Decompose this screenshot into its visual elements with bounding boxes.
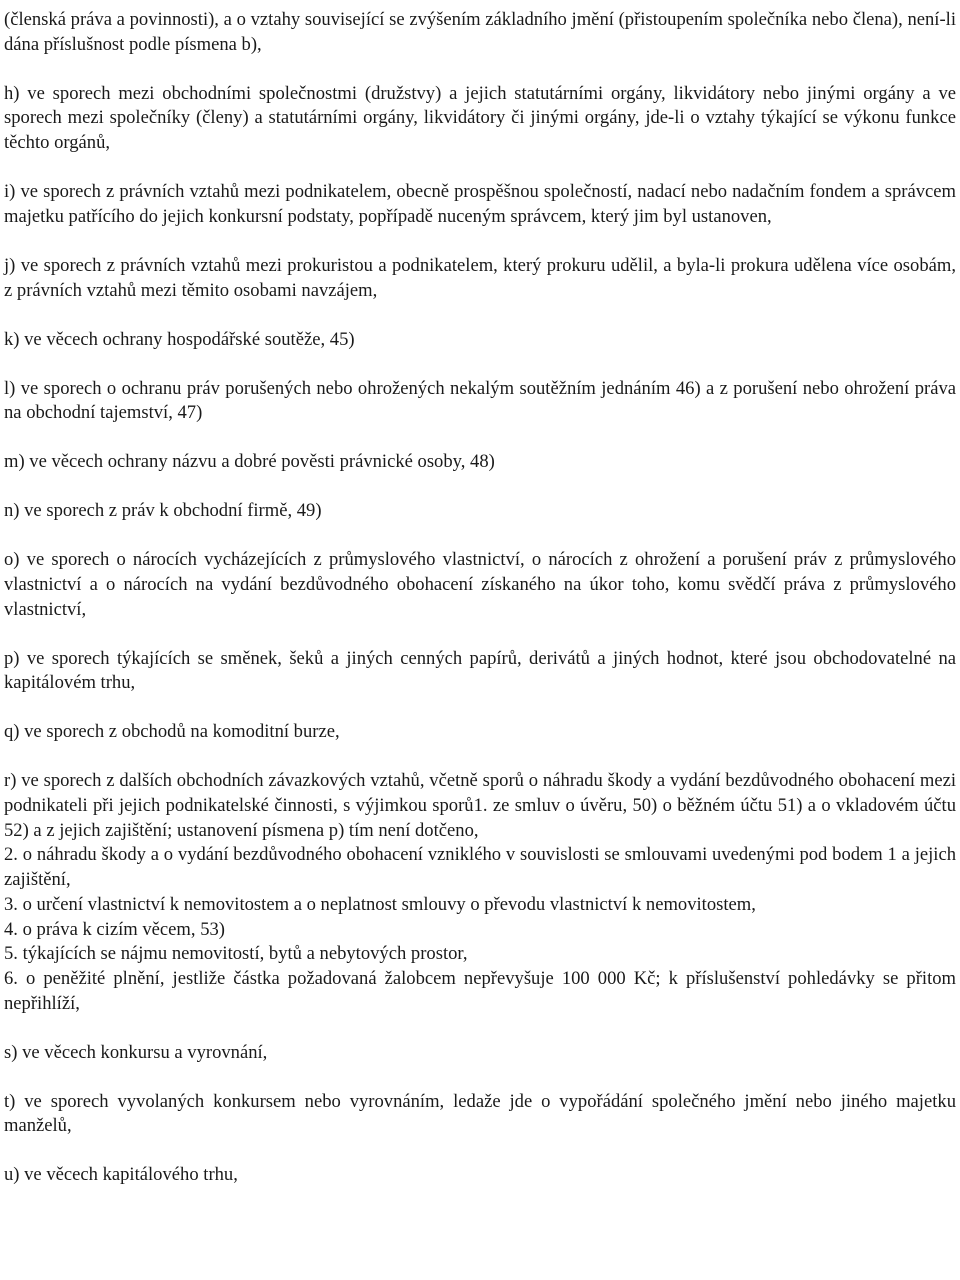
paragraph-i: i) ve sporech z právních vztahů mezi podnikatelem, obecně prospěšnou společností, nadací nebo nadačním fondem a správcem majetku patřícího do jejich konkursní podstaty, popřípadě nuceným správcem, který jim byl ustanoven,: [4, 181, 956, 227]
paragraph-k: k) ve věcech ochrany hospodářské soutěže, 45): [4, 328, 355, 350]
paragraph-j: j) ve sporech z právních vztahů mezi prokuristou a podnikatelem, který prokuru udělil, a byla-li prokura udělena více osobám, z právních vztahů mezi těmito osobami navzájem,: [4, 254, 956, 301]
paragraph-o: o) ve sporech o nárocích vycházejících z průmyslového vlastnictví, o nárocích z ohrožení a porušení práv z průmyslového vlastnictví a o nárocích na vydání bezdůvodného obohacení získaného na úkor toho, komu svědčí práva z průmyslového vlastnictví,: [4, 549, 956, 620]
paragraph-s: s) ve věcech konkursu a vyrovnání,: [4, 1041, 268, 1063]
paragraph-m: m) ve věcech ochrany názvu a dobré pověsti právnické osoby, 48): [4, 451, 495, 473]
document-page: [4, 8, 956, 1188]
paragraph-r-item-3: 3. o určení vlastnictví k nemovitostem a o neplatnost smlouvy o převodu vlastnictví k nemovitostem,: [4, 893, 756, 915]
paragraph-r-item-2: 2. o náhradu škody a o vydání bezdůvodného obohacení vzniklého v souvislosti se smlouvami uvedenými pod bodem 1 a jejich zajištění,: [4, 844, 956, 891]
paragraph-continuation: (členská práva a povinnosti), a o vztahy související se zvýšením základního jmění (přistoupením společníka nebo člena), není-li dána příslušnost podle písmena b),: [4, 9, 956, 55]
paragraph-r-item-6: 6. o peněžité plnění, jestliže částka požadovaná žalobcem nepřevyšuje 100 000 Kč; k příslušenství pohledávky se přitom nepřihlíží,: [4, 967, 956, 1014]
paragraph-r: r) ve sporech z dalších obchodních závazkových vztahů, včetně sporů o náhradu škody a vydání bezdůvodného obohacení mezi podnikateli při jejich podnikatelské činnosti, s výjimkou sporů1. ze smluv o úvěru, 50) o běžném účtu 51) a o vkladovém účtu 52) a z jejich zajištění; ustanovení písmena p) tím není dotčeno,: [4, 770, 956, 841]
paragraph-u: u) ve věcech kapitálového trhu,: [4, 1164, 238, 1186]
paragraph-p: p) ve sporech týkajících se směnek, šeků a jiných cenných papírů, derivátů a jiných hodnot, které jsou obchodovatelné na kapitálovém trhu,: [4, 647, 956, 694]
paragraph-r-item-4: 4. o práva k cizím věcem, 53): [4, 918, 225, 940]
paragraph-h: h) ve sporech mezi obchodními společnostmi (družstvy) a jejich statutárními orgány, likvidátory nebo jinými orgány a ve sporech mezi společníky (členy) a statutárními orgány, likvidátory či jinými orgány, jde-li o vztahy týkající se výkonu funkce těchto orgánů,: [4, 82, 956, 154]
paragraph-q: q) ve sporech z obchodů na komoditní burze,: [4, 721, 340, 743]
paragraph-t: t) ve sporech vyvolaných konkursem nebo vyrovnáním, ledaže jde o vypořádání společného jmění nebo jiného majetku manželů,: [4, 1090, 956, 1137]
paragraph-r-item-5: 5. týkajících se nájmu nemovitostí, bytů a nebytových prostor,: [4, 943, 468, 965]
paragraph-l: l) ve sporech o ochranu práv porušených nebo ohrožených nekalým soutěžním jednáním 46) a z porušení nebo ohrožení práva na obchodní tajemství, 47): [4, 377, 956, 424]
paragraph-n: n) ve sporech z práv k obchodní firmě, 49): [4, 500, 322, 522]
